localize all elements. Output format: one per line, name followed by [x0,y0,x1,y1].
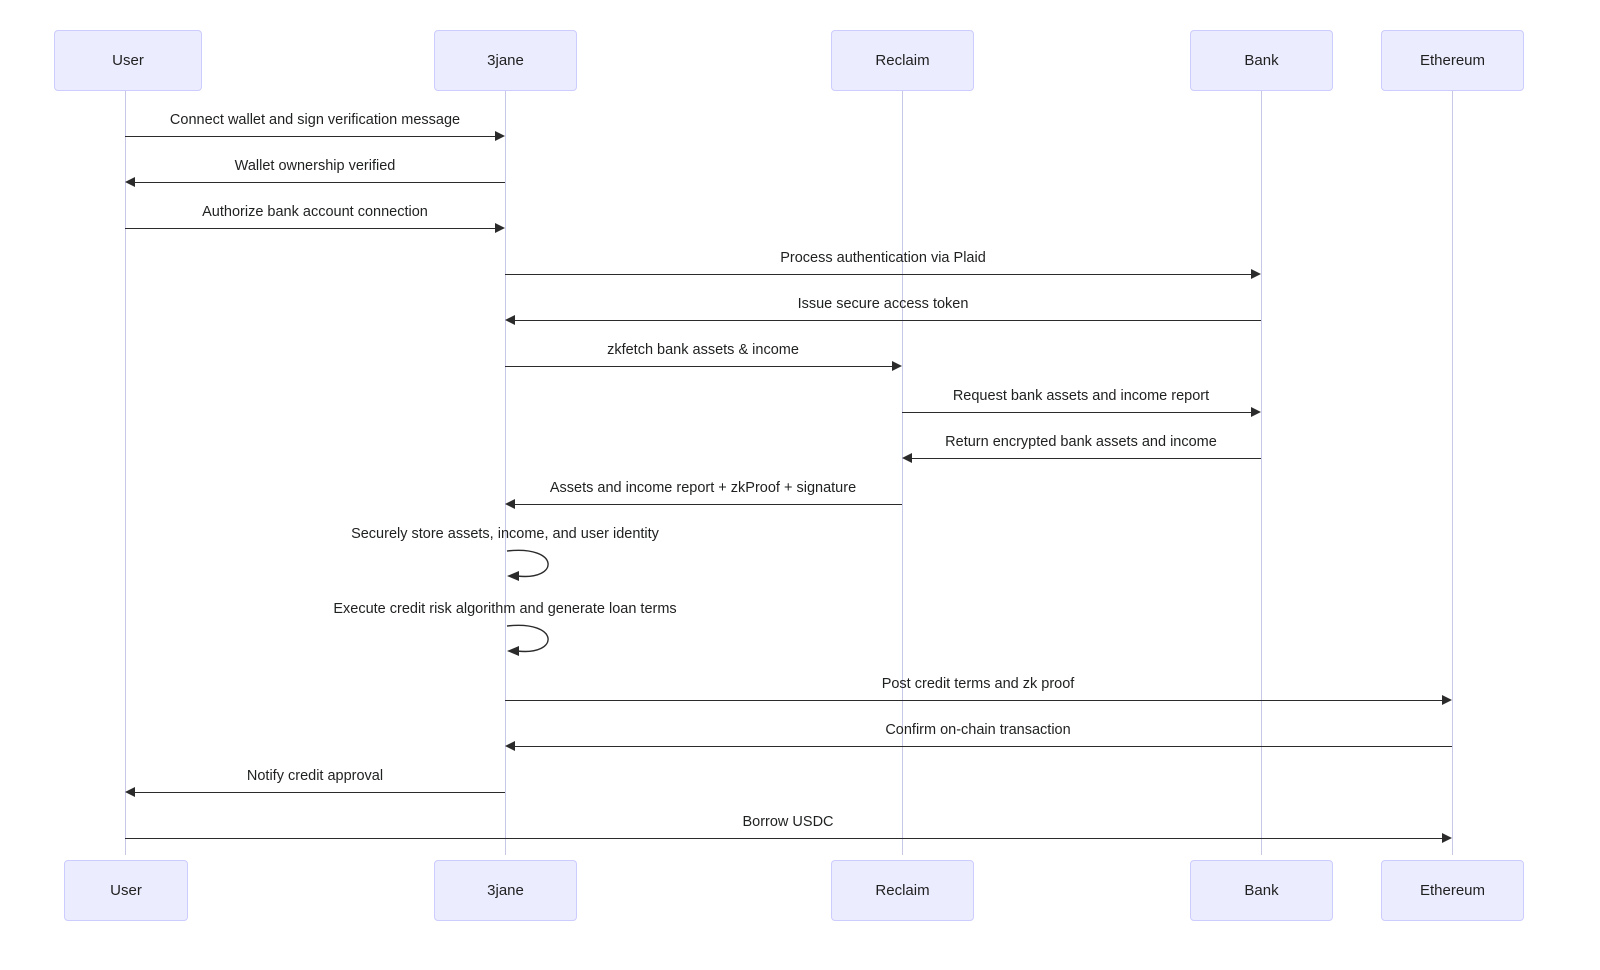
message-line [135,182,505,183]
message-label: Assets and income report + zkProof + signature [549,480,857,496]
message-label: Borrow USDC [742,814,834,830]
arrow-head-icon [505,499,515,509]
actor-bottom-user[interactable] [64,860,188,921]
message-line [912,458,1261,459]
self-message-loop-icon [505,545,575,585]
arrow-head-icon [495,131,505,141]
message-label: zkfetch bank assets & income [607,342,799,358]
actor-label: User [112,52,144,69]
arrow-head-icon [125,787,135,797]
message-line [125,838,1442,839]
message-line [515,320,1261,321]
actor-top-bank[interactable] [1190,30,1333,91]
actor-label: Bank [1244,882,1279,899]
actor-label: Ethereum [1419,882,1486,899]
message-label: Request bank assets and income report [952,388,1210,404]
actor-top-user[interactable] [54,30,202,91]
message-label: Return encrypted bank assets and income [945,434,1217,450]
actor-bottom-bank[interactable] [1190,860,1333,921]
self-message-label: Execute credit risk algorithm and generate loan terms [333,601,677,617]
actor-bottom-ethereum[interactable] [1381,860,1524,921]
arrow-head-icon [892,361,902,371]
self-message-label: Securely store assets, income, and user identity [351,526,659,542]
arrow-head-icon [505,741,515,751]
message-label: Authorize bank account connection [202,204,428,220]
message-label: Confirm on-chain transaction [885,722,1071,738]
actor-top-ethereum[interactable] [1381,30,1524,91]
lifeline-bank [1261,91,1262,855]
lifeline-ethereum [1452,91,1453,855]
arrow-head-icon [1251,269,1261,279]
arrow-head-icon [125,177,135,187]
message-line [505,274,1251,275]
actor-label: 3jane [487,52,524,69]
message-line [125,228,495,229]
actor-label: 3jane [487,882,524,899]
arrow-head-icon [902,453,912,463]
message-line [135,792,505,793]
self-message-loop-icon [505,620,575,660]
arrow-head-icon [495,223,505,233]
message-line [902,412,1251,413]
message-label: Connect wallet and sign verification message [169,112,461,128]
actor-bottom-3jane[interactable] [434,860,577,921]
lifeline-reclaim [902,91,903,855]
arrow-head-icon [1442,833,1452,843]
actor-label: User [110,882,142,899]
message-label: Wallet ownership verified [234,158,396,174]
actor-top-reclaim[interactable] [831,30,974,91]
lifeline-user [125,91,126,855]
actor-top-3jane[interactable] [434,30,577,91]
actor-label: Bank [1244,52,1279,69]
message-line [505,366,892,367]
message-line [505,700,1442,701]
message-line [515,504,902,505]
arrow-head-icon [505,315,515,325]
arrow-head-icon [1442,695,1452,705]
actor-bottom-reclaim[interactable] [831,860,974,921]
message-label: Notify credit approval [246,768,384,784]
message-line [515,746,1452,747]
arrow-head-icon [1251,407,1261,417]
actor-label: Reclaim [875,882,930,899]
message-label: Issue secure access token [797,296,969,312]
actor-label: Ethereum [1419,52,1486,69]
message-line [125,136,495,137]
actor-label: Reclaim [875,52,930,69]
message-label: Post credit terms and zk proof [881,676,1075,692]
message-label: Process authentication via Plaid [780,250,986,266]
